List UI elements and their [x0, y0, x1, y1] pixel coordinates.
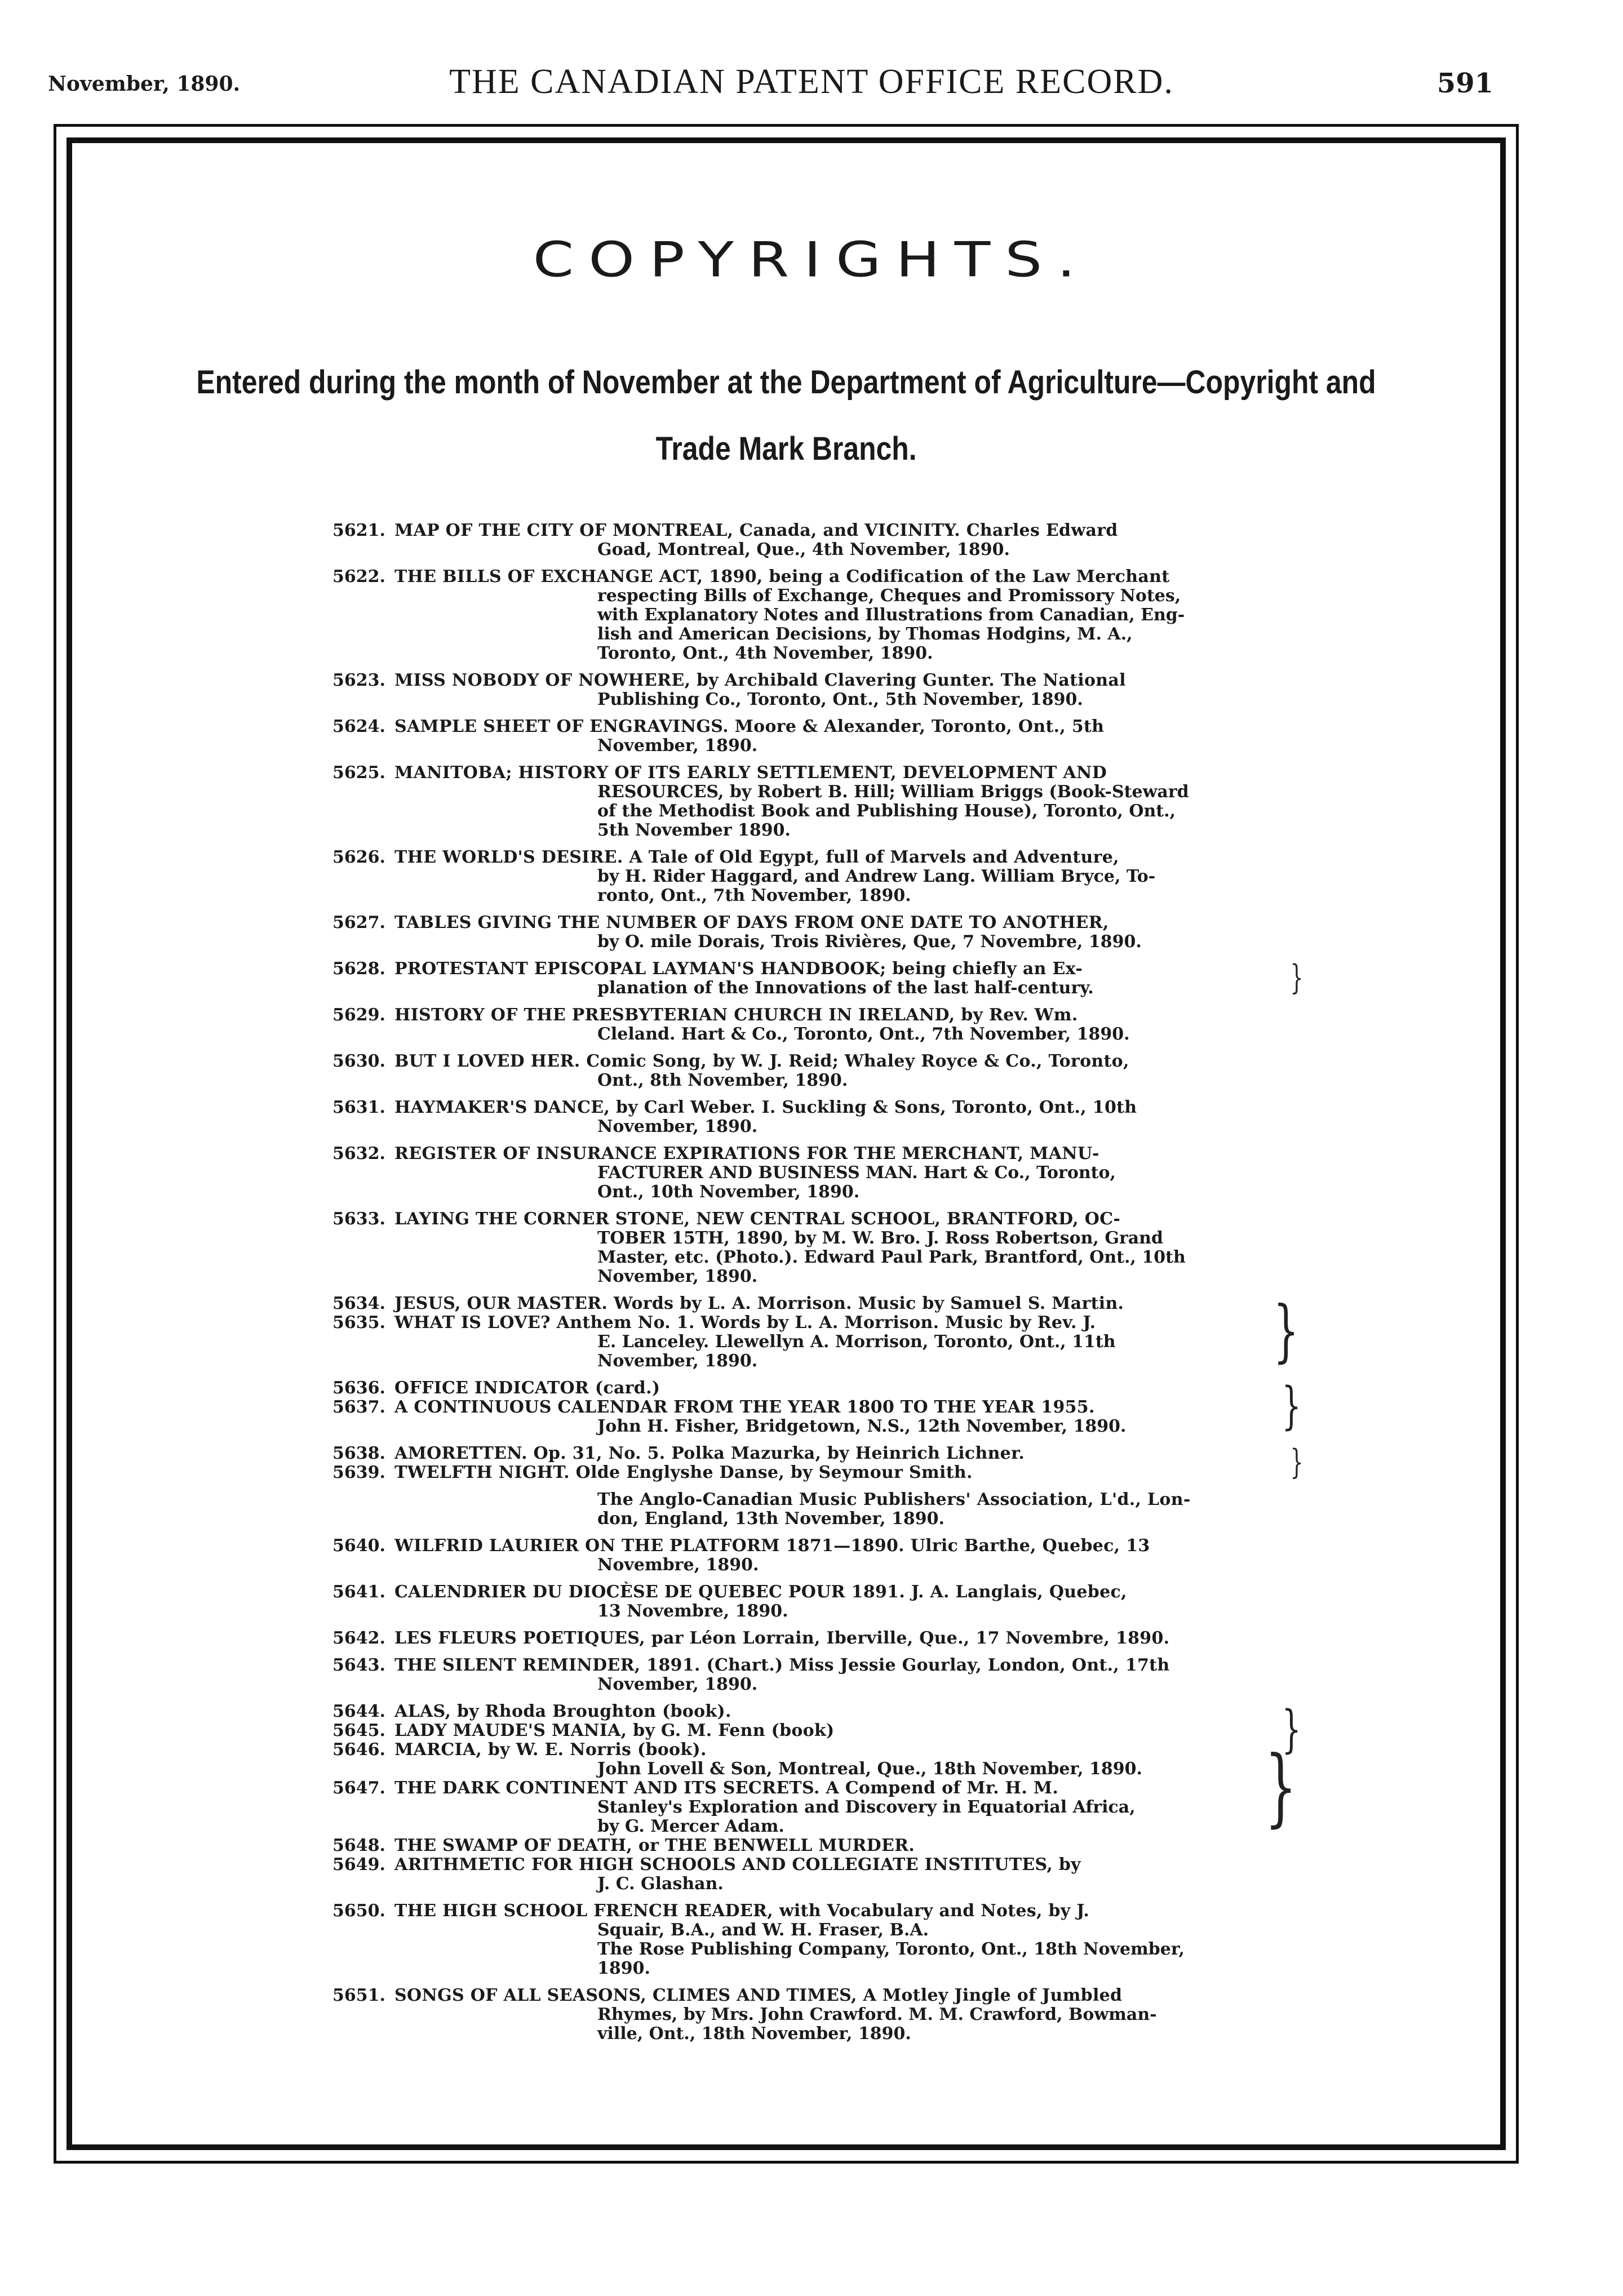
entry-title-line: THE BILLS OF EXCHANGE ACT, 1890, being a Codification of the Law Merchant — [394, 567, 1170, 587]
entry-title-line: LAYING THE CORNER STONE, NEW CENTRAL SCHOOL, BRANTFORD, OC- — [394, 1209, 1121, 1229]
entry-title-line: OFFICE INDICATOR (card.) — [394, 1378, 660, 1398]
section-heading — [0, 225, 1623, 294]
entry-number: 5636. — [332, 1378, 385, 1398]
grouping-brace: } — [1290, 1442, 1303, 1482]
copyright-entry-list — [332, 521, 1303, 2051]
entry-detail-line: Ont., 8th November, 1890. — [597, 1071, 848, 1090]
entry-title-line: THE WORLD'S DESIRE. A Tale of Old Egypt, full of Marvels and Adventure, — [394, 847, 1119, 867]
entry-detail-line: Ont., 10th November, 1890. — [597, 1182, 860, 1202]
entry-detail-line: by O. mile Dorais, Trois Rivières, Que, 7 Novembre, 1890. — [597, 932, 1142, 952]
entry-title-line: SONGS OF ALL SEASONS, CLIMES AND TIMES, A Motley Jingle of Jumbled — [394, 1986, 1123, 2005]
entry-detail-line: respecting Bills of Exchange, Cheques and Promissory Notes, — [597, 586, 1181, 606]
entry-detail-line: Squair, B.A., and W. H. Fraser, B.A. — [597, 1920, 929, 1940]
entry-number: 5629. — [332, 1005, 385, 1025]
entry-detail-line: John H. Fisher, Bridgetown, N.S., 12th November, 1890. — [597, 1416, 1127, 1436]
entry-title-line: BUT I LOVED HER. Comic Song, by W. J. Reid; Whaley Royce & Co., Toronto, — [394, 1051, 1129, 1071]
entry-detail-line: Publishing Co., Toronto, Ont., 5th November, 1890. — [597, 690, 1083, 709]
entry-number: 5637. — [332, 1397, 385, 1417]
page-number: 591 — [1436, 68, 1493, 99]
copyright-entry — [332, 717, 1268, 756]
entry-detail-line: by G. Mercer Adam. — [597, 1817, 784, 1836]
entry-number: 5631. — [332, 1098, 385, 1117]
entry-number: 5651. — [332, 1986, 385, 2005]
entry-detail-line: November, 1890. — [597, 1267, 758, 1286]
copyright-entry — [332, 1210, 1268, 1286]
entry-detail-line: Novembre, 1890. — [597, 1555, 759, 1575]
copyright-entry — [332, 671, 1268, 709]
copyright-entry — [332, 1986, 1268, 2044]
entry-number: 5647. — [332, 1778, 385, 1798]
entry-number: 5633. — [332, 1209, 385, 1229]
entry-detail-line: The Rose Publishing Company, Toronto, Ont., 18th November, — [597, 1939, 1185, 1959]
entry-number: 5646. — [332, 1740, 385, 1760]
entry-title-line: WILFRID LAURIER ON THE PLATFORM 1871—1890. Ulric Barthe, Quebec, 13 — [394, 1536, 1150, 1556]
entry-detail-line: John Lovell & Son, Montreal, Que., 18th November, 1890. — [597, 1759, 1142, 1779]
copyright-entry — [332, 567, 1268, 663]
entry-title-line: The Anglo-Canadian Music Publishers' Association, L'd., Lon- — [597, 1490, 1191, 1509]
entry-title-line: THE DARK CONTINENT AND ITS SECRETS. A Compend of Mr. H. M. — [394, 1778, 1059, 1798]
entry-number: 5642. — [332, 1628, 385, 1648]
copyright-entry — [332, 1490, 1268, 1529]
entry-number: 5650. — [332, 1901, 385, 1921]
entry-detail-line: RESOURCES, by Robert B. Hill; William Briggs (Book-Steward — [597, 782, 1189, 802]
subtitle-line-1: Entered during the month of November at the Department of Agriculture—Copyright and — [196, 364, 1376, 401]
journal-title: THE CANADIAN PATENT OFFICE RECORD. — [449, 63, 1174, 101]
issue-date: November, 1890. — [48, 72, 241, 96]
copyright-entry — [332, 1656, 1268, 1694]
entry-detail-line: Cleland. Hart & Co., Toronto, Ont., 7th November, 1890. — [597, 1024, 1130, 1044]
copyright-entry — [332, 1629, 1268, 1648]
entry-detail-line: Toronto, Ont., 4th November, 1890. — [597, 643, 933, 663]
entry-number: 5630. — [332, 1051, 385, 1071]
entry-title-line: MISS NOBODY OF NOWHERE, by Archibald Clavering Gunter. The National — [394, 670, 1126, 690]
entry-detail-line: planation of the Innovations of the last half-century. — [597, 978, 1094, 998]
entry-number: 5627. — [332, 913, 385, 932]
entry-number: 5622. — [332, 567, 385, 587]
entry-number: 5638. — [332, 1444, 385, 1463]
entry-title-line: MARCIA, by W. E. Norris (book). — [394, 1740, 707, 1760]
entry-detail-line: don, England, 13th November, 1890. — [597, 1509, 944, 1529]
entry-title-line: AMORETTEN. Op. 31, No. 5. Polka Mazurka, by Heinrich Lichner. — [394, 1444, 1025, 1463]
grouping-brace: } — [1264, 1738, 1297, 1836]
entry-title-line: A CONTINUOUS CALENDAR FROM THE YEAR 1800 TO THE YEAR 1955. — [394, 1397, 1095, 1417]
copyright-entry — [332, 1836, 1268, 1855]
entry-title-line: MANITOBA; HISTORY OF ITS EARLY SETTLEMENT, DEVELOPMENT AND — [394, 763, 1107, 783]
entry-title-line: HAYMAKER'S DANCE, by Carl Weber. I. Suckling & Sons, Toronto, Ont., 10th — [394, 1098, 1137, 1117]
copyright-entry — [332, 1583, 1268, 1621]
entry-detail-line: Goad, Montreal, Que., 4th November, 1890. — [597, 540, 1010, 559]
entry-detail-line: Rhymes, by Mrs. John Crawford. M. M. Crawford, Bowman- — [597, 2005, 1157, 2024]
copyright-entry — [332, 1006, 1268, 1044]
entry-detail-line: November, 1890. — [597, 736, 758, 756]
copyright-entry — [332, 913, 1268, 952]
grouping-brace: } — [1281, 1376, 1301, 1436]
entry-detail-line: Master, etc. (Photo.). Edward Paul Park, Brantford, Ont., 10th — [597, 1247, 1186, 1267]
entry-detail-line: November, 1890. — [597, 1675, 758, 1694]
entry-detail-line: by H. Rider Haggard, and Andrew Lang. William Bryce, To- — [597, 867, 1156, 886]
copyright-entry — [332, 521, 1268, 559]
subtitle-line-2: Trade Mark Branch. — [655, 430, 917, 467]
entry-number: 5649. — [332, 1855, 385, 1875]
entry-number: 5624. — [332, 717, 385, 736]
entry-detail-line: of the Methodist Book and Publishing House), Toronto, Ont., — [597, 801, 1176, 821]
entry-title-line: ARITHMETIC FOR HIGH SCHOOLS AND COLLEGIATE INSTITUTES, by — [394, 1855, 1081, 1875]
copyright-entry — [332, 1902, 1268, 1978]
entry-title-line: MAP OF THE CITY OF MONTREAL, Canada, and VICINITY. Charles Edward — [394, 521, 1118, 540]
entry-number: 5635. — [332, 1313, 385, 1333]
entry-title-line: ALAS, by Rhoda Broughton (book). — [394, 1702, 731, 1721]
copyright-entry — [332, 1098, 1268, 1136]
entry-title-line: REGISTER OF INSURANCE EXPIRATIONS FOR THE MERCHANT, MANU- — [394, 1144, 1099, 1163]
entry-title-line: WHAT IS LOVE? Anthem No. 1. Words by L. A. Morrison. Music by Rev. J. — [394, 1313, 1096, 1333]
entry-detail-line: 1890. — [597, 1959, 650, 1978]
entry-title-line: JESUS, OUR MASTER. Words by L. A. Morrison. Music by Samuel S. Martin. — [394, 1294, 1124, 1313]
entry-number: 5623. — [332, 670, 385, 690]
entry-number: 5628. — [332, 959, 385, 979]
entry-title-line: TWELFTH NIGHT. Olde Englyshe Danse, by Seymour Smith. — [394, 1463, 973, 1482]
page-header — [0, 62, 1623, 113]
copyright-entry — [332, 763, 1268, 840]
copyright-entry — [332, 1398, 1268, 1436]
entry-number: 5625. — [332, 763, 385, 783]
entry-title-line: PROTESTANT EPISCOPAL LAYMAN'S HANDBOOK; being chiefly an Ex- — [394, 959, 1083, 979]
entry-number: 5632. — [332, 1144, 385, 1163]
entry-title-line: SAMPLE SHEET OF ENGRAVINGS. Moore & Alexander, Toronto, Ont., 5th — [394, 717, 1105, 736]
entry-number: 5641. — [332, 1582, 385, 1602]
entry-number: 5626. — [332, 847, 385, 867]
entry-detail-line: November, 1890. — [597, 1351, 758, 1371]
entry-title-line: LES FLEURS POETIQUES, par Léon Lorrain, Iberville, Que., 17 Novembre, 1890. — [394, 1628, 1170, 1648]
entry-title-line: THE HIGH SCHOOL FRENCH READER, with Vocabulary and Notes, by J. — [394, 1901, 1090, 1921]
entry-number: 5634. — [332, 1294, 385, 1313]
copyright-entry — [332, 1463, 1268, 1482]
entry-detail-line: ville, Ont., 18th November, 1890. — [597, 2024, 911, 2044]
entry-number: 5648. — [332, 1836, 385, 1855]
entry-number: 5643. — [332, 1655, 385, 1675]
entry-title-line: LADY MAUDE'S MANIA, by G. M. Fenn (book) — [394, 1721, 835, 1740]
entry-detail-line: FACTURER AND BUSINESS MAN. Hart & Co., Toronto, — [597, 1163, 1116, 1183]
entry-number: 5644. — [332, 1702, 385, 1721]
entry-number: 5621. — [332, 521, 385, 540]
copyright-entry — [332, 1855, 1268, 1894]
entry-detail-line: Stanley's Exploration and Discovery in Equatorial Africa, — [597, 1797, 1136, 1817]
copyright-entry — [332, 1144, 1268, 1202]
copyright-entry — [332, 958, 1303, 998]
entry-detail-line: ronto, Ont., 7th November, 1890. — [597, 886, 911, 905]
entry-detail-line: November, 1890. — [597, 1117, 758, 1136]
entry-detail-line: 5th November 1890. — [597, 820, 791, 840]
copyright-entry — [332, 848, 1268, 905]
section-heading-text: COPYRIGHTS. — [533, 231, 1090, 288]
entry-number: 5645. — [332, 1721, 385, 1740]
entry-detail-line: TOBER 15TH, 1890, by M. W. Bro. J. Ross Robertson, Grand — [597, 1228, 1163, 1248]
entry-title-line: TABLES GIVING THE NUMBER OF DAYS FROM ONE DATE TO ANOTHER, — [394, 913, 1109, 932]
entry-title-line: HISTORY OF THE PRESBYTERIAN CHURCH IN IRELAND, by Rev. Wm. — [394, 1005, 1078, 1025]
copyright-entry — [332, 1721, 1268, 1740]
copyright-entry — [332, 1313, 1268, 1371]
entry-title-line: THE SWAMP OF DEATH, or THE BENWELL MURDER. — [394, 1836, 915, 1855]
entry-number: 5639. — [332, 1463, 385, 1482]
entry-number: 5640. — [332, 1536, 385, 1556]
entry-title-line: CALENDRIER DU DIOCÈSE DE QUEBEC POUR 1891. J. A. Langlais, Quebec, — [394, 1582, 1127, 1602]
entry-detail-line: with Explanatory Notes and Illustrations from Canadian, Eng- — [597, 605, 1185, 625]
copyright-entry — [332, 1779, 1268, 1836]
copyright-entry — [332, 1536, 1268, 1575]
grouping-brace: } — [1290, 958, 1303, 997]
entry-title-line: THE SILENT REMINDER, 1891. (Chart.) Miss Jessie Gourlay, London, Ont., 17th — [394, 1655, 1170, 1675]
entry-detail-line: lish and American Decisions, by Thomas Hodgins, M. A., — [597, 624, 1133, 644]
grouping-brace: } — [1272, 1292, 1299, 1370]
entry-detail-line: E. Lanceley. Llewellyn A. Morrison, Toronto, Ont., 11th — [597, 1332, 1116, 1352]
copyright-entry — [332, 1052, 1268, 1090]
entry-detail-line: 13 Novembre, 1890. — [597, 1601, 788, 1621]
entry-detail-line: J. C. Glashan. — [597, 1874, 724, 1894]
section-subtitle — [79, 349, 1493, 482]
grouping-brace: } — [1281, 1700, 1301, 1759]
